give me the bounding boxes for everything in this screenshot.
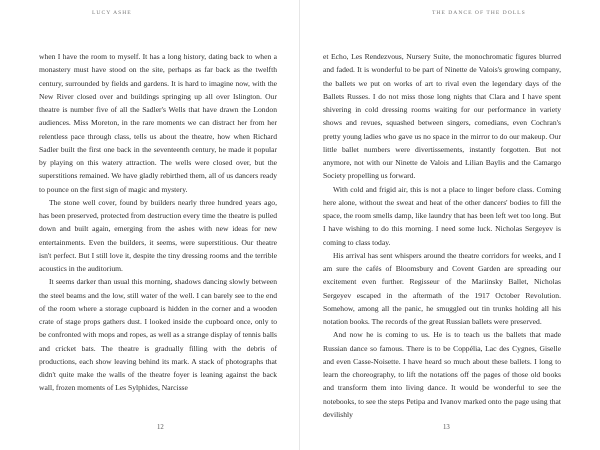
paragraph: It seems darker than usual this morning, shadows dancing slowly between the steel beams and the low, still water of the well. I can barely see to the end of the room where a storage cupboard is hidden in the corner and a wooden crate of stage props gathers dust. I looked inside the cupboard once, only to be confronted with mops and ropes, as well as a strange display of tennis balls and cricket bats. The theatre is gradually filling with the debris of productions, each show leaving behind its mark. A stack of photographs that didn't quite make the walls of the theatre foyer is leaning against the back wall, frozen moments of Les Sylphides, Narcisse [39,277,277,393]
running-head-title: THE DANCE OF THE DOLLS [432,10,526,16]
right-page-body [323,50,561,421]
left-page-body [39,50,277,395]
running-head-author: LUCY ASHE [92,10,132,16]
page-number: 13 [443,424,450,431]
right-page [300,0,600,450]
page-number: 12 [157,424,164,431]
paragraph: when I have the room to myself. It has a long history, dating back to when a monastery must have stood on the site, perhaps as far back as the twelfth century, surrounded by fields and gardens. It is hard to imagine now, with the New River closed over and buildings springing up all over Islington. Our theatre is number five of all the Sadler's Wells that have drawn the London audiences. Miss Moreton, in the rare moments we can distract her from her relentless pace through class, tells us about the theatre, how when Richard Sadler built the first one back in the seventeenth century, he made it popular by playing on this watery attraction. The wells were closed over, but the superstitions remained. We have gladly rebirthed them, all of us dancers ready to pounce on the first sign of magic and mystery. [39,52,277,194]
paragraph: et Echo, Les Rendezvous, Nursery Suite, the monochromatic figures blurred and faded. It is wonderful to be part of Ninette de Valois's growing company, the ballets we put on works of art to rival even the legendary days of the Ballets Russes. I do not miss those long nights that Clara and I have spent shivering in cold dressing rooms waiting for our performance in variety shows and revues, squashed between singers, comedians, even Cochran's pretty young ladies who gave us no space in the mirror to do our makeup. Our little ballet numbers were divertissements, instantly forgotten. But not anymore, not with our Ninette de Valois and Lilian Baylis and the Camargo Society propelling us forward. [323,52,561,181]
paragraph: His arrival has sent whispers around the theatre corridors for weeks, and I am sure the cafés of Bloomsbury and Covent Garden are spreading our excitement even further. Regisseur of the Mariinsky Ballet, Nicholas Sergeyev escaped in the aftermath of the 1917 October Revolution. Somehow, among all the panic, he smuggled out tin trunks holding all his notation books. The records of the great Russian ballets were preserved. [323,250,561,326]
paragraph: The stone well cover, found by builders nearly three hundred years ago, has been preserved, protected from destruction every time the theatre is pulled down and built again, emerging from the ashes with new ideas for new entertainments. Even the builders, it seems, were superstitious. Our theatre isn't perfect. But I still love it, despite the tiny dressing rooms and the terrible acoustics in the auditorium. [39,197,277,273]
paragraph: With cold and frigid air, this is not a place to linger before class. Coming here alone, without the sweat and heat of the other dancers' bodies to fill the space, the room smells damp, like laundry that has been left wet too long. But I have wishing to do this morning. I need some luck. Nicholas Sergeyev is coming to class today. [323,184,561,247]
paragraph: And now he is coming to us. He is to teach us the ballets that made Russian dance so famous. There is to be Coppélia, Lac des Cygnes, Giselle and even Casse-Noisette. I have heard so much about these ballets. I long to learn the choreography, to lift the notations off the pages of those old books and transform them into living dance. It would be wonderful to see the notebooks, to see the steps Petipa and Ivanov marked onto the page using that devilishly [323,330,561,419]
